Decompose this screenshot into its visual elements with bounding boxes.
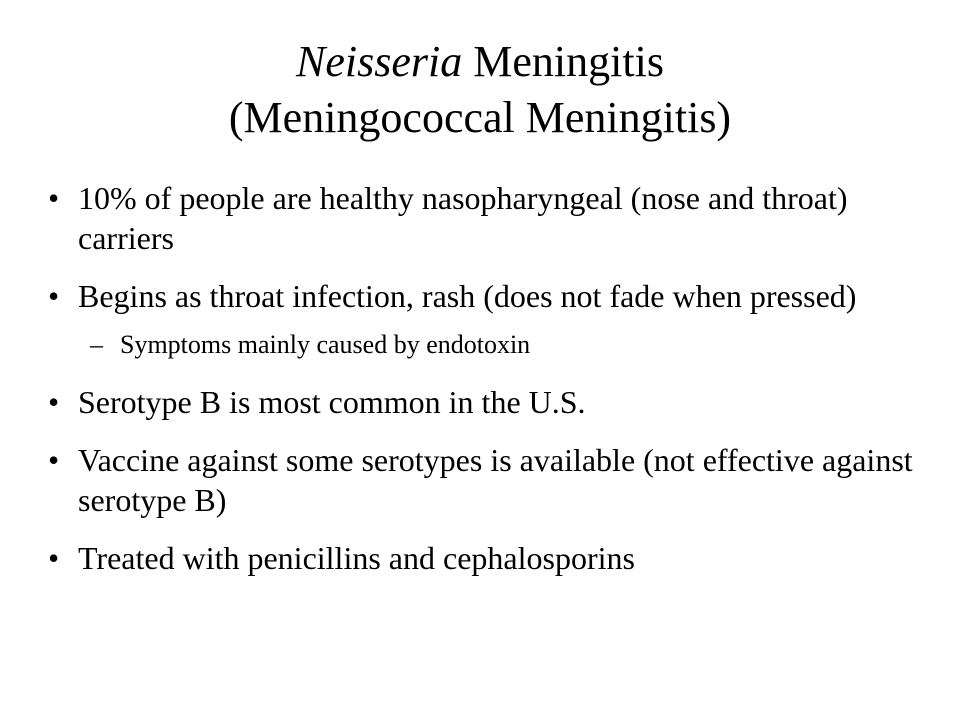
title-italic-genus: Neisseria [296,37,463,86]
bullet-text: Serotype B is most common in the U.S. [78,384,586,420]
bullet-dot: • [48,384,60,420]
bullet-text: 10% of people are healthy nasopharyngeal (nose and throat) carriers [78,180,848,256]
bullet-list [48,178,928,596]
bullet-item [48,440,928,520]
bullet-dot: • [48,278,60,314]
bullet-dot: • [48,540,60,576]
bullet-text: Vaccine against some serotypes is available (not effective against serotype B) [78,442,913,518]
bullet-item [48,538,928,578]
bullet-item [48,178,928,258]
bullet-item [48,276,928,316]
bullet-text: Begins as throat infection, rash (does not fade when pressed) [78,278,857,314]
bullet-dot: • [48,442,60,478]
bullet-dot: • [48,180,60,216]
sub-bullet-dash: – [90,330,103,359]
title-line-1 [0,34,960,90]
sub-bullet-item [48,328,928,362]
sub-bullet-text: Symptoms mainly caused by endotoxin [120,330,531,359]
slide-title [0,34,960,146]
title-line-1-rest: Meningitis [462,37,664,86]
bullet-item [48,382,928,422]
bullet-text: Treated with penicillins and cephalosporins [78,540,635,576]
title-line-2: (Meningococcal Meningitis) [228,93,732,142]
